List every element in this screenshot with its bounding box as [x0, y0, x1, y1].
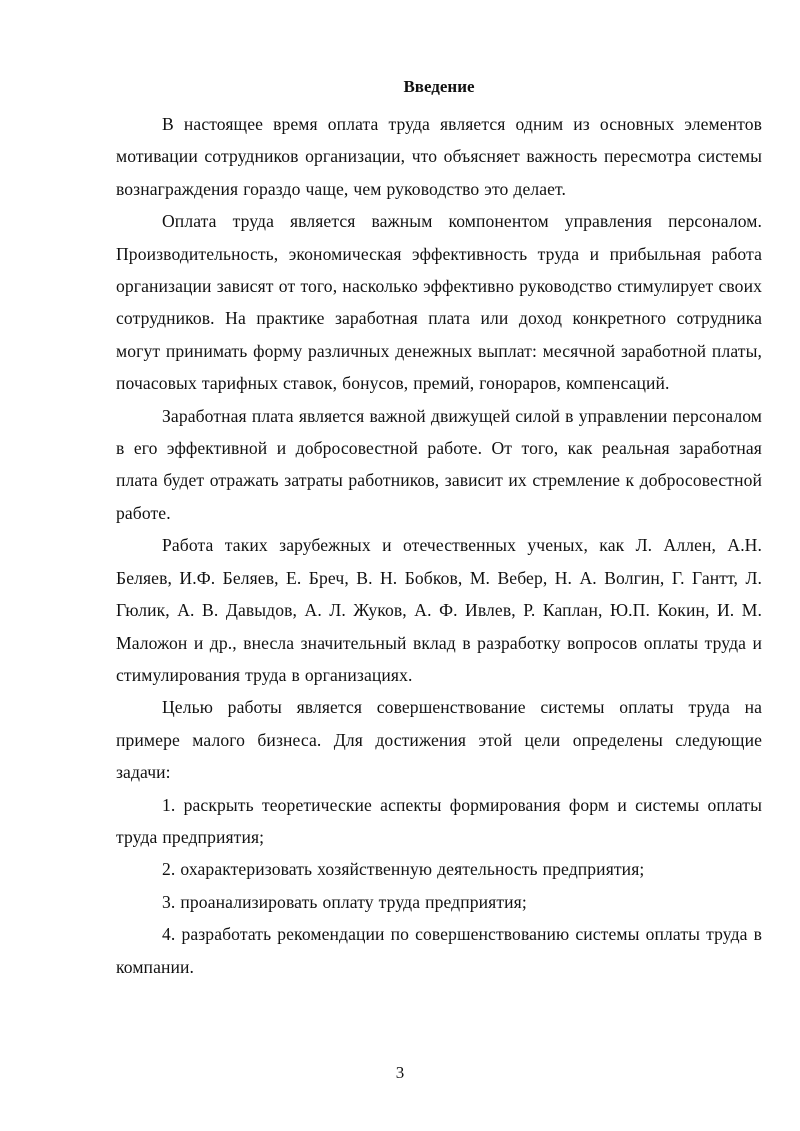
paragraph-salary-driver: Заработная плата является важной движущей силой в управлении персоналом в его эффективной и добросовестной работе. От того, как реальная заработная плата будет отражать затраты работников, зависит их стремление к добросовестной работе. [116, 405, 762, 523]
task-item-3: 3. проанализировать оплату труда предприятия; [162, 891, 527, 912]
page-number: 3 [395, 1063, 405, 1082]
paragraph-compensation: Оплата труда является важным компонентом управления персоналом. Производительность, экономическая эффективность труда и прибыльная работа организации зависят от того, насколько эффективно руководство стимулирует своих сотрудников. На практике заработная плата или доход конкретного сотрудника могут принимать форму различных денежных выплат: месячной заработной платы, почасовых тарифных ставок, бонусов, премий, гонораров, компенсаций. [116, 211, 762, 394]
paragraph-intro: В настоящее время оплата труда является одним из основных элементов мотивации сотрудников организации, что объясняет важность пересмотра системы вознаграждения гораздо чаще, чем руководство это делает. [116, 114, 762, 199]
task-item-1: 1. раскрыть теоретические аспекты формирования форм и системы оплаты труда предприятия; [116, 794, 762, 847]
paragraph-scholars: Работа таких зарубежных и отечественных ученых, как Л. Аллен, А.Н. Беляев, И.Ф. Беляев, Е. Бреч, В. Н. Бобков, М. Вебер, Н. А. Волгин, Г. Гантт, Л. Гюлик, А. В. Давыдов, А. Л. Жуков, А. Ф. Ивлев, Р. Каплан, Ю.П. Кокин, И. М. Маложон и др., внесла значительный вклад в разработку вопросов оплаты труда и стимулирования труда в организациях. [116, 535, 762, 685]
task-item-2: 2. охарактеризовать хозяйственную деятельность предприятия; [162, 859, 645, 880]
section-heading: Введение [403, 77, 475, 96]
task-item-4: 4. разработать рекомендации по совершенствованию системы оплаты труда в компании. [116, 924, 762, 977]
document-page [116, 76, 762, 983]
paragraph-goal: Целью работы является совершенствование системы оплаты труда на примере малого бизнеса. Для достижения этой цели определены следующие задачи: [116, 697, 762, 783]
